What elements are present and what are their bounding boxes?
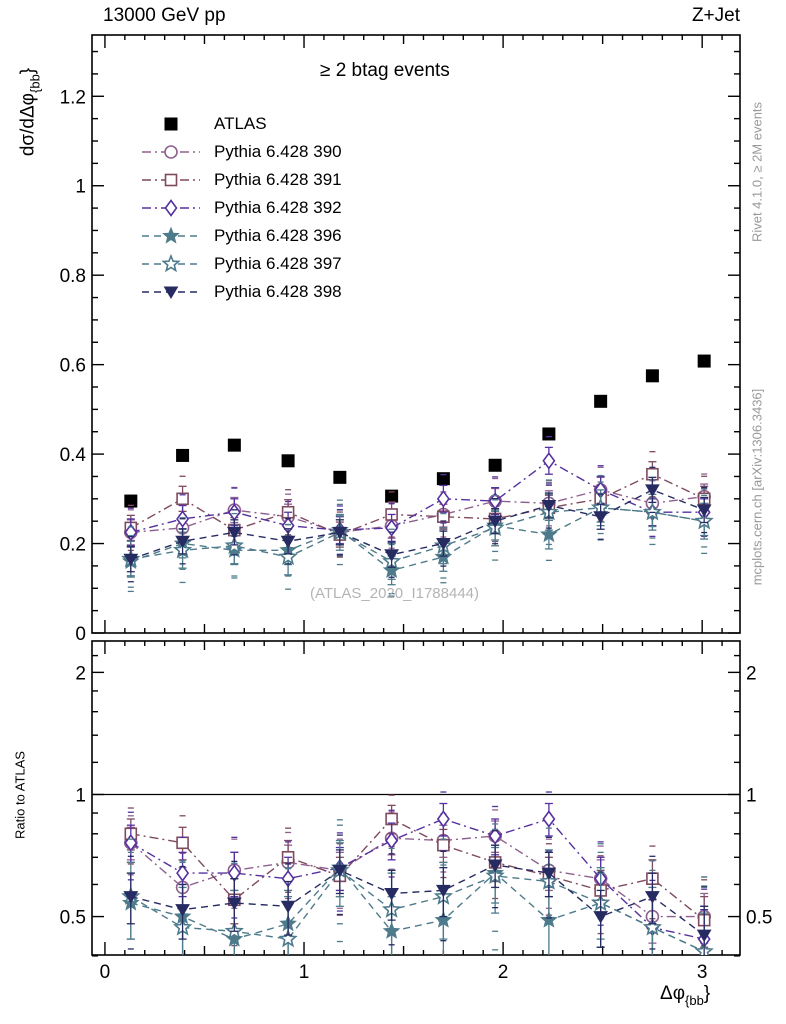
legend-label: Pythia 6.428 397 (214, 254, 342, 273)
legend-item (140, 222, 342, 250)
tick-label: 2 (746, 663, 757, 685)
legend-marker-square-open (140, 170, 202, 190)
tick-label: 0.5 (59, 907, 86, 929)
y-axis-label: dσ/dΔφ$_{\{bb}$} (17, 67, 43, 157)
legend-item (140, 166, 342, 194)
legend-label: ATLAS (214, 114, 267, 133)
x-axis-label: $\Delta\varphi_{\{bb}$} (660, 983, 711, 1008)
legend-label: Pythia 6.428 390 (214, 142, 342, 161)
legend-item (140, 278, 342, 306)
series-main-atlas (124, 355, 710, 508)
tick-label: 3 (696, 962, 708, 983)
legend-label: Pythia 6.428 392 (214, 198, 342, 217)
legend-marker-diamond-open (140, 198, 202, 218)
legend-marker-star-filled (140, 226, 202, 246)
title-process: Z+Jet (691, 5, 740, 26)
tick-label: 2 (497, 962, 509, 983)
series-main-pythia-6-428-397 (123, 476, 712, 594)
cut-subtitle: ≥ 2 btag events (320, 60, 450, 81)
legend (140, 110, 342, 306)
legend-label: Pythia 6.428 398 (214, 282, 342, 301)
tick-label: 1 (298, 962, 310, 983)
tick-label: 1 (746, 785, 757, 807)
mcplots-arxiv-note: mcplots.cern.ch [arXiv:1306.3436] (749, 388, 765, 586)
tick-label: 1.2 (59, 87, 86, 109)
legend-marker-triangle-down-filled (140, 282, 202, 302)
tick-label: 0 (99, 962, 111, 983)
legend-label: Pythia 6.428 396 (214, 226, 342, 245)
series-main-pythia-6-428-398 (124, 467, 710, 581)
series-main-pythia-6-428-391 (125, 452, 709, 557)
legend-marker-circle-open (140, 142, 202, 162)
tick-label: 1 (75, 785, 86, 807)
series-ratio-pythia-6-428-397 (123, 820, 712, 975)
series-ratio-pythia-6-428-390 (125, 810, 710, 968)
legend-item (140, 110, 342, 138)
title-beam: 13000 GeV pp (103, 5, 226, 26)
ratio-axis-label: Ratio to ATLAS (12, 751, 28, 839)
tick-label: 0.4 (59, 445, 86, 467)
legend-item (140, 138, 342, 166)
legend-label: Pythia 6.428 391 (214, 170, 342, 189)
tick-label: 0.5 (746, 907, 773, 929)
tick-label: 0.2 (59, 534, 86, 556)
legend-item (140, 194, 342, 222)
series-ratio-pythia-6-428-392 (125, 792, 709, 974)
legend-marker-square-filled (140, 114, 202, 134)
tick-label: 0.8 (59, 266, 86, 288)
tick-label: 1 (75, 176, 86, 198)
tick-label: 0 (75, 624, 86, 645)
series-ratio-pythia-6-428-391 (125, 795, 709, 972)
rivet-version-note: Rivet 4.1.0, ≥ 2M events (749, 101, 765, 243)
series-main-pythia-6-428-390 (125, 467, 710, 555)
tick-label: 2 (75, 663, 86, 685)
legend-item (140, 250, 342, 278)
tick-label: 0.6 (59, 355, 86, 377)
legend-marker-star-open (140, 254, 202, 274)
analysis-watermark: (ATLAS_2020_I1788444) (310, 585, 480, 602)
series-main-pythia-6-428-392 (125, 437, 709, 557)
